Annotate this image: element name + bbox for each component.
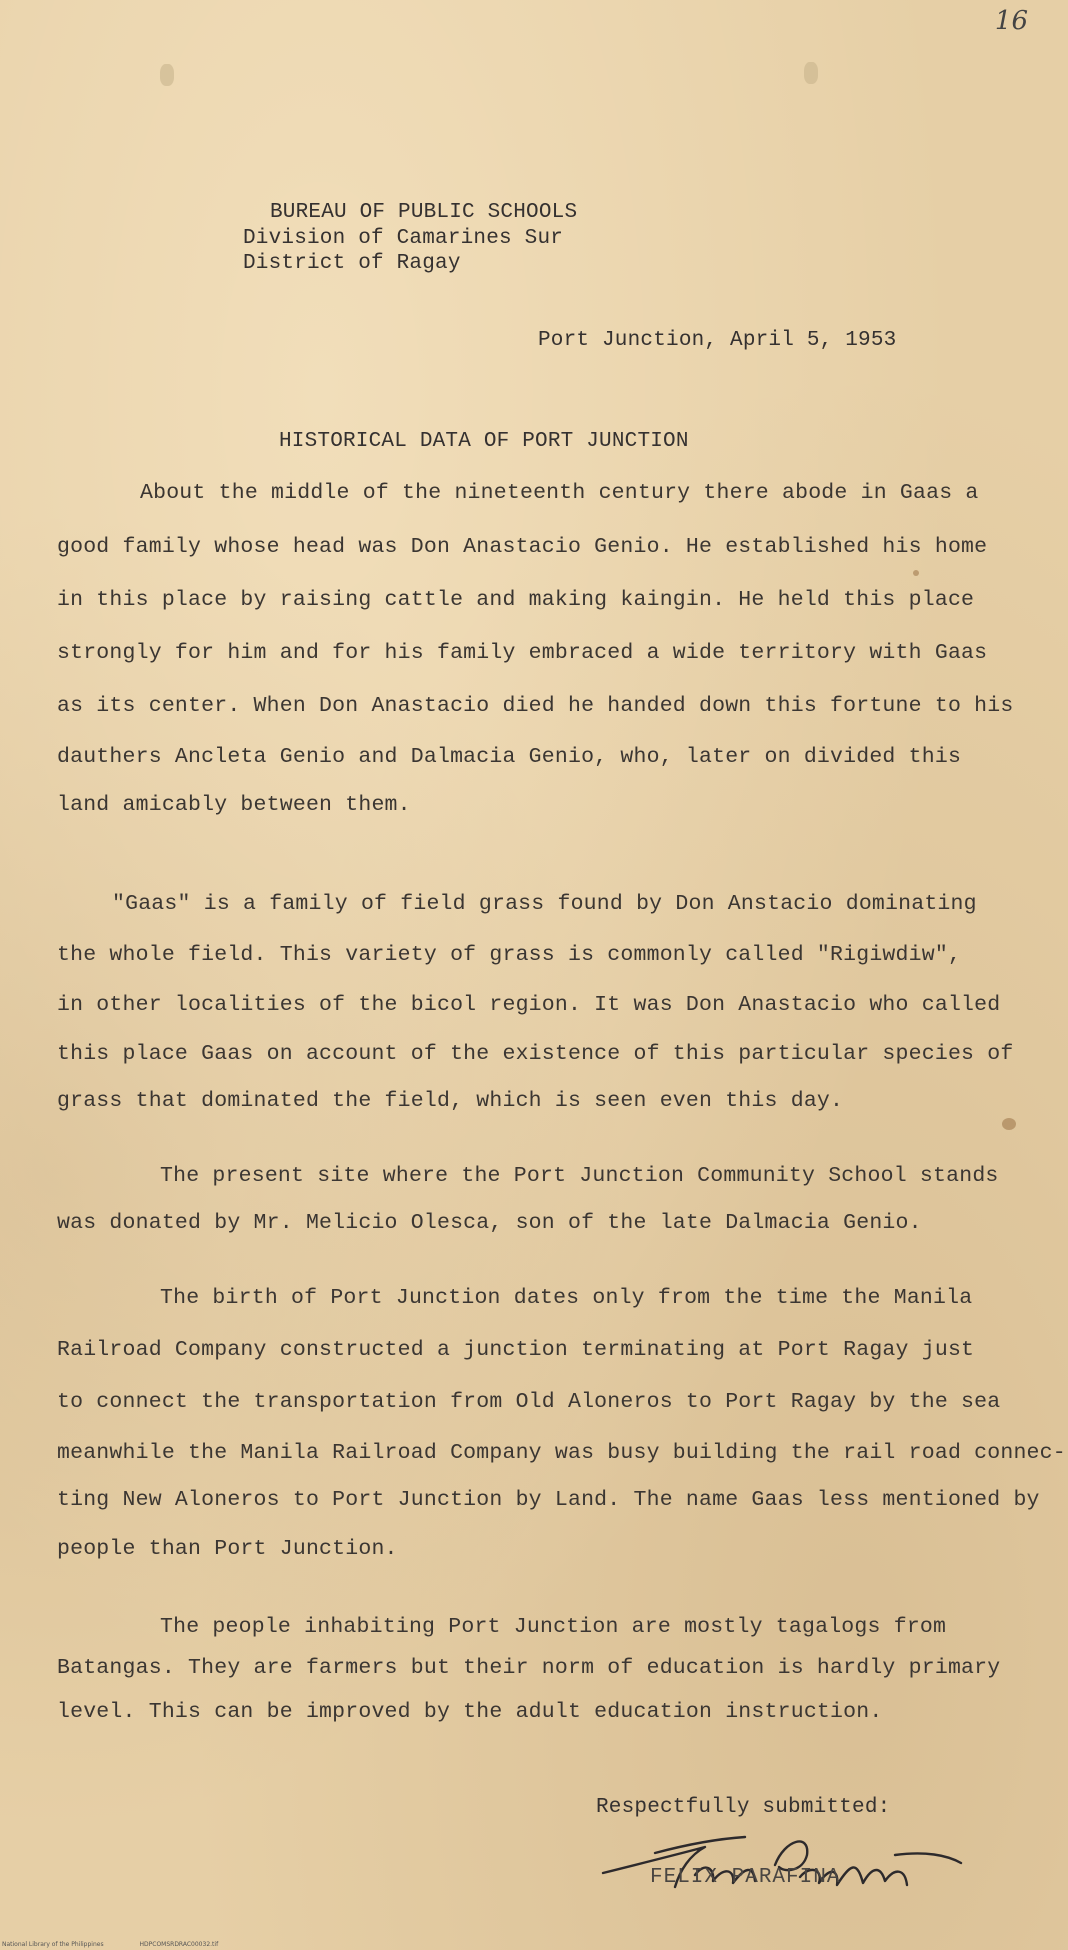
punch-hole bbox=[160, 64, 174, 86]
text-line: About the middle of the nineteenth century there abode in Gaas a bbox=[140, 481, 979, 505]
text-line: level. This can be improved by the adult education instruction. bbox=[57, 1700, 883, 1724]
text-line: the whole field. This variety of grass is commonly called "Rigiwdiw", bbox=[57, 943, 962, 967]
text-line: in other localities of the bicol region. It was Don Anastacio who called bbox=[57, 993, 1001, 1017]
text-line: this place Gaas on account of the existence of this particular species of bbox=[57, 1042, 1014, 1066]
handwritten-signature bbox=[595, 1825, 965, 1905]
footer-filename: HDPCOMSRDRAC00032.tif bbox=[139, 1941, 219, 1948]
text-line: as its center. When Don Anastacio died he handed down this fortune to his bbox=[57, 694, 1014, 718]
punch-hole bbox=[804, 62, 818, 84]
signatory-name: FELIX PARAFINA bbox=[650, 1866, 841, 1889]
text-line: grass that dominated the field, which is seen even this day. bbox=[57, 1089, 844, 1113]
text-line: people than Port Junction. bbox=[57, 1537, 398, 1561]
letterhead-bureau: BUREAU OF PUBLIC SCHOOLS bbox=[270, 201, 578, 224]
text-line: strongly for him and for his family embraced a wide territory with Gaas bbox=[57, 641, 988, 665]
text-line: Railroad Company constructed a junction terminating at Port Ragay just bbox=[57, 1338, 975, 1362]
archive-footer bbox=[2, 1941, 252, 1948]
text-line: The present site where the Port Junction Community School stands bbox=[160, 1164, 999, 1188]
dateline: Port Junction, April 5, 1953 bbox=[538, 329, 897, 352]
text-line: was donated by Mr. Melicio Olesca, son of the late Dalmacia Genio. bbox=[57, 1211, 922, 1235]
text-line: Batangas. They are farmers but their norm of education is hardly primary bbox=[57, 1656, 1001, 1680]
text-line: dauthers Ancleta Genio and Dalmacia Genio, who, later on divided this bbox=[57, 745, 962, 769]
text-line: ting New Aloneros to Port Junction by Land. The name Gaas less mentioned by bbox=[57, 1488, 1040, 1512]
text-line: The people inhabiting Port Junction are mostly tagalogs from bbox=[160, 1615, 947, 1639]
text-line: meanwhile the Manila Railroad Company was busy building the rail road connec- bbox=[57, 1441, 1066, 1465]
text-line: to connect the transportation from Old Aloneros to Port Ragay by the sea bbox=[57, 1390, 1001, 1414]
page-number: 16 bbox=[994, 6, 1028, 36]
letterhead-district: District of Ragay bbox=[243, 252, 461, 275]
closing-salutation: Respectfully submitted: bbox=[596, 1796, 891, 1819]
text-line: in this place by raising cattle and making kaingin. He held this place bbox=[57, 588, 975, 612]
text-line: land amicably between them. bbox=[57, 793, 411, 817]
text-line: The birth of Port Junction dates only from the time the Manila bbox=[160, 1286, 973, 1310]
ink-stain bbox=[1002, 1118, 1016, 1130]
footer-library: National Library of the Philippines bbox=[2, 1941, 104, 1948]
text-line: "Gaas" is a family of field grass found by Don Anstacio dominating bbox=[112, 892, 977, 916]
text-line: good family whose head was Don Anastacio Genio. He established his home bbox=[57, 535, 988, 559]
document-title: HISTORICAL DATA OF PORT JUNCTION bbox=[279, 430, 689, 453]
letterhead-division: Division of Camarines Sur bbox=[243, 227, 564, 250]
ink-stain bbox=[913, 570, 919, 576]
